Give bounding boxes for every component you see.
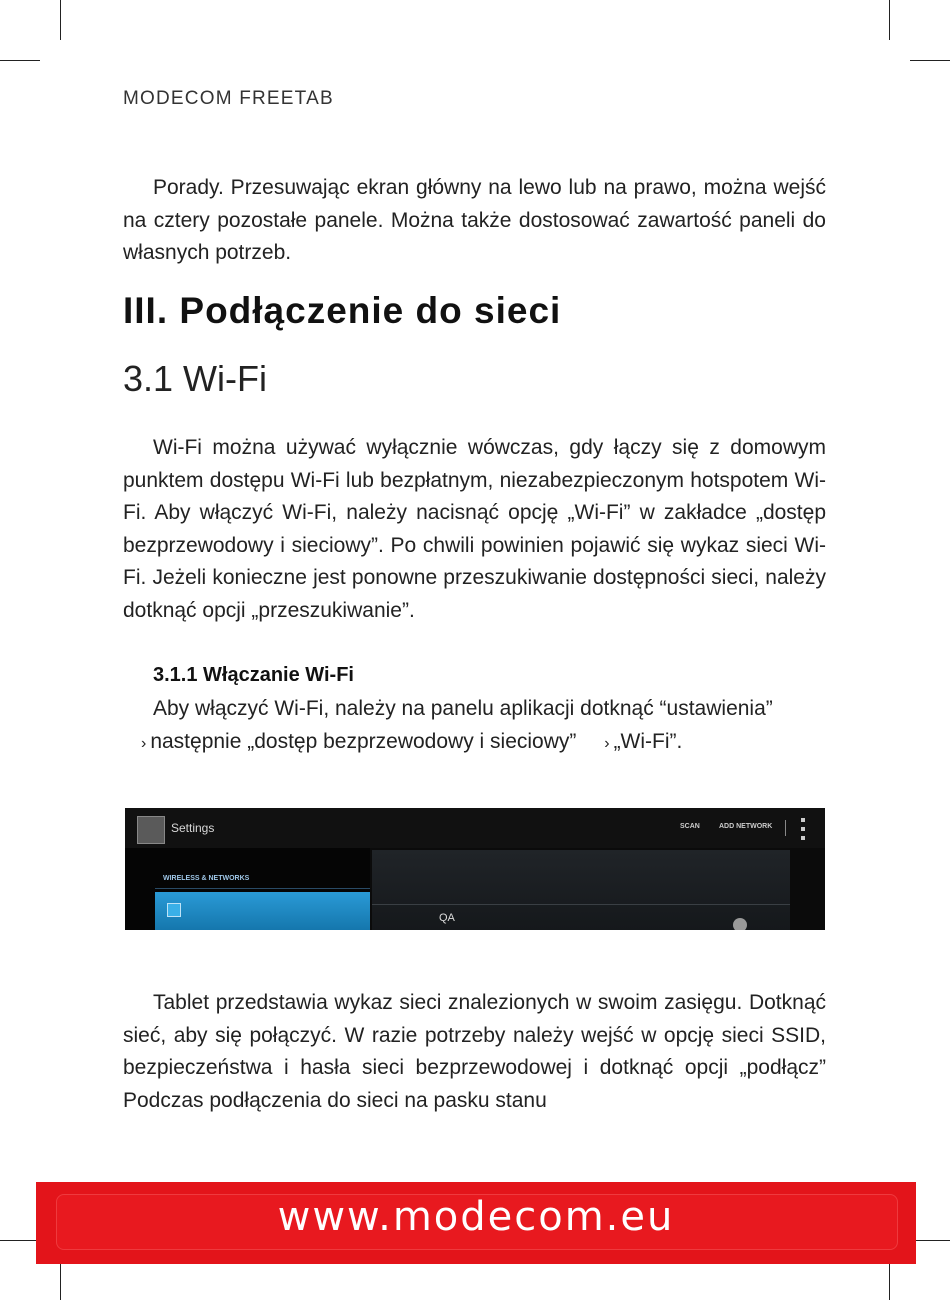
action-divider: [785, 820, 786, 836]
footer-url[interactable]: www.modecom.eu: [277, 1194, 675, 1240]
sidebar-item-wifi[interactable]: [155, 892, 370, 930]
crop-mark-top-left-v: [60, 0, 61, 40]
subsubsection-title: 3.1.1 Włączanie Wi-Fi: [153, 664, 354, 686]
wifi-signal-icon: [733, 918, 747, 930]
scan-button[interactable]: SCAN: [680, 823, 700, 830]
network-list-panel: [372, 850, 790, 930]
network-row-divider: [372, 904, 790, 905]
settings-sidebar: [125, 848, 370, 930]
arrow-icon: ›: [604, 735, 610, 752]
crop-mark-bottom-right-v: [889, 1260, 890, 1300]
settings-title: Settings: [171, 821, 215, 835]
action-bar: [125, 808, 825, 848]
add-network-button[interactable]: ADD NETWORK: [719, 823, 773, 830]
crop-mark-bottom-left-h: [0, 1240, 40, 1241]
footer-band: [36, 1182, 916, 1264]
overflow-menu-icon[interactable]: [801, 818, 805, 840]
enable-instruction-line-1: Aby włączyć Wi-Fi, należy na panelu aplikacji dotknąć “ustawienia”: [153, 697, 773, 720]
settings-app-icon: [137, 816, 165, 844]
crop-mark-bottom-right-h: [910, 1240, 950, 1241]
section-title: III. Podłączenie do sieci: [123, 290, 562, 331]
enable-instruction-line-2: [141, 730, 682, 754]
tip-paragraph: Porady. Przesuwając ekran główny na lewo lub na prawo, można wejść na cztery pozostałe panele. Można także dostosować zawartość paneli do własnych potrzeb.: [123, 176, 826, 264]
crop-mark-top-right-h: [910, 60, 950, 61]
wifi-toggle-icon[interactable]: [167, 903, 181, 917]
arrow-icon: ›: [141, 735, 147, 752]
wireless-section-header: WIRELESS & NETWORKS: [163, 875, 250, 882]
settings-screenshot: [125, 808, 825, 930]
wifi-paragraph: Wi-Fi można używać wyłącznie wówczas, gdy łączy się z domowym punktem dostępu Wi-Fi lub bezpłatnym, niezabezpieczonym hotspotem Wi-Fi. Aby włączyć Wi-Fi, należy nacisnąć opcję „Wi-Fi” w zakładce „dostęp bezprzewodowy i sieciowy”. Po chwili powinien pojawić się wykaz sieci Wi-Fi. Jeżeli konieczne jest ponowne przeszukiwanie dostępności sieci, należy dotknąć opcji „przeszukiwanie”.: [123, 436, 826, 622]
tablet-paragraph: Tablet przedstawia wykaz sieci znalezionych w swoim zasięgu. Dotknąć sieć, aby się połączyć. W razie potrzeby należy wejść w opcję sieci SSID, bezpieczeństwa i hasła sieci bezprzewodowej i dotknąć opcji „podłącz” Podczas podłączenia do sieci na pasku stanu: [123, 991, 826, 1112]
section-divider: [155, 888, 370, 889]
subsection-title: 3.1 Wi-Fi: [123, 358, 267, 399]
enable-step-wireless: następnie „dostęp bezprzewodowy i sieciowy”: [150, 730, 577, 753]
crop-mark-top-right-v: [889, 0, 890, 40]
running-header: MODECOM FREETAB: [123, 88, 334, 109]
crop-mark-top-left-h: [0, 60, 40, 61]
network-item-qa[interactable]: QA: [439, 912, 455, 924]
crop-mark-bottom-left-v: [60, 1260, 61, 1300]
enable-step-wifi: „Wi-Fi”.: [613, 730, 683, 753]
